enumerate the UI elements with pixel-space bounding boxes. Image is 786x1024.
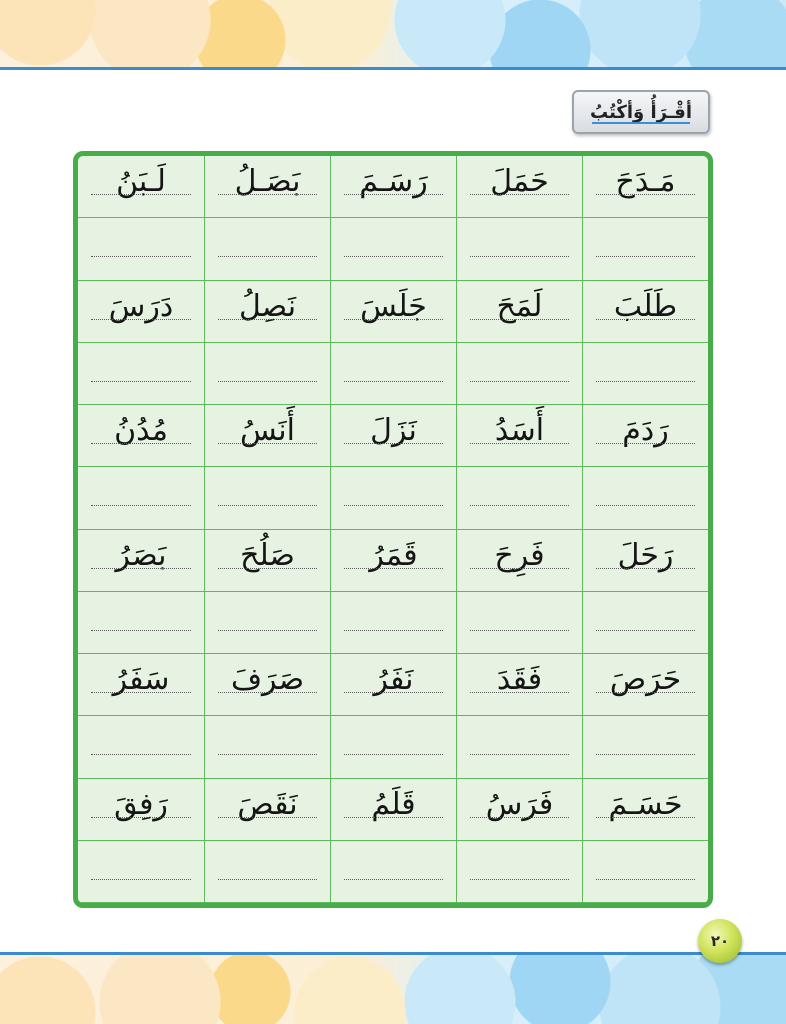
word-text: رَفِقَ <box>114 786 168 822</box>
writing-cell[interactable] <box>204 716 330 778</box>
dotted-line <box>470 194 569 195</box>
dotted-line <box>470 817 569 818</box>
word-text: قَمَرُ <box>369 537 418 573</box>
word-cell <box>330 779 456 841</box>
dotted-line <box>596 568 695 569</box>
dotted-writing-line <box>91 381 191 382</box>
writing-cell[interactable] <box>204 467 330 529</box>
dotted-writing-line <box>596 754 695 755</box>
dotted-line <box>470 692 569 693</box>
writing-cell[interactable] <box>330 218 456 280</box>
dotted-writing-line <box>596 630 695 631</box>
dotted-writing-line <box>344 879 443 880</box>
dotted-line <box>218 443 317 444</box>
dotted-line <box>218 194 317 195</box>
word-grid <box>78 156 708 903</box>
word-cell <box>330 156 456 218</box>
word-text: سَفَرُ <box>112 662 170 697</box>
word-cell <box>78 530 204 592</box>
dotted-writing-line <box>344 381 443 382</box>
dotted-writing-line <box>596 381 695 382</box>
word-text: قَلَمُ <box>371 786 416 822</box>
word-cell <box>204 405 330 467</box>
dotted-line <box>344 319 443 320</box>
word-text: صَرَفَ <box>230 662 305 697</box>
top-decorative-band <box>0 0 786 70</box>
word-cell <box>204 654 330 716</box>
word-text: فَقَدَ <box>496 662 543 697</box>
word-text: أَسَدُ <box>494 413 545 448</box>
dotted-writing-line <box>596 879 695 880</box>
dotted-writing-line <box>91 630 191 631</box>
word-text: لَـبَنُ <box>116 164 166 199</box>
dotted-writing-line <box>470 256 569 257</box>
writing-cell[interactable] <box>78 218 204 280</box>
word-cell <box>582 156 708 218</box>
word-text: حَسَـمَ <box>608 786 683 822</box>
word-text: صَلُحَ <box>240 537 295 573</box>
word-cell <box>582 654 708 716</box>
dotted-writing-line <box>470 505 569 506</box>
dotted-writing-line <box>91 505 191 506</box>
word-cell <box>582 281 708 343</box>
writing-cell[interactable] <box>456 716 582 778</box>
writing-cell[interactable] <box>78 592 204 654</box>
word-text: جَلَسَ <box>360 288 427 324</box>
dotted-writing-line <box>218 630 317 631</box>
word-cell <box>456 405 582 467</box>
dotted-line <box>91 319 191 320</box>
word-cell <box>330 654 456 716</box>
dotted-line <box>218 692 317 693</box>
word-text: فَرِحَ <box>494 537 545 573</box>
dotted-writing-line <box>596 505 695 506</box>
dotted-line <box>596 319 695 320</box>
word-cell <box>582 530 708 592</box>
word-text: نَزَلَ <box>370 413 417 448</box>
dotted-line <box>91 568 191 569</box>
dotted-writing-line <box>91 879 191 880</box>
word-cell <box>78 654 204 716</box>
writing-cell[interactable] <box>204 343 330 405</box>
dotted-writing-line <box>91 256 191 257</box>
word-text: نَقَصَ <box>237 786 298 822</box>
dotted-writing-line <box>470 381 569 382</box>
writing-cell[interactable] <box>582 467 708 529</box>
word-cell <box>204 156 330 218</box>
dotted-writing-line <box>470 754 569 755</box>
word-cell <box>456 654 582 716</box>
dotted-line <box>218 817 317 818</box>
word-cell <box>78 281 204 343</box>
worksheet-table <box>73 151 713 908</box>
dotted-line <box>344 443 443 444</box>
word-text: رَدَمَ <box>622 413 669 448</box>
dotted-line <box>344 817 443 818</box>
dotted-line <box>344 692 443 693</box>
dotted-line <box>596 692 695 693</box>
word-text: حَمَلَ <box>490 164 549 199</box>
dotted-writing-line <box>218 505 317 506</box>
word-cell <box>78 779 204 841</box>
dotted-line <box>91 194 191 195</box>
word-cell <box>582 779 708 841</box>
word-cell <box>330 405 456 467</box>
writing-cell[interactable] <box>78 343 204 405</box>
word-cell <box>204 530 330 592</box>
word-cell <box>582 405 708 467</box>
word-cell <box>456 530 582 592</box>
word-text: أَنَسُ <box>240 413 295 448</box>
writing-cell[interactable] <box>582 592 708 654</box>
word-text: رَحَلَ <box>617 537 674 573</box>
bottom-decorative-band <box>0 952 786 1024</box>
writing-cell[interactable] <box>456 218 582 280</box>
writing-cell[interactable] <box>330 841 456 903</box>
dotted-line <box>218 319 317 320</box>
dotted-writing-line <box>218 879 317 880</box>
writing-cell[interactable] <box>330 343 456 405</box>
writing-cell[interactable] <box>456 592 582 654</box>
word-text: فَرَسُ <box>485 786 554 822</box>
section-heading-label: أقْـرَأُ وَأكْتُبُ <box>572 90 710 134</box>
word-cell <box>456 779 582 841</box>
page-number-badge: ٢٠ <box>698 919 742 963</box>
dotted-writing-line <box>91 754 191 755</box>
writing-cell[interactable] <box>582 218 708 280</box>
word-cell <box>78 156 204 218</box>
writing-cell[interactable] <box>582 343 708 405</box>
dotted-line <box>91 817 191 818</box>
word-text: بَصَرُ <box>115 537 167 573</box>
dotted-line <box>596 443 695 444</box>
writing-cell[interactable] <box>456 841 582 903</box>
dotted-writing-line <box>344 754 443 755</box>
word-cell <box>456 156 582 218</box>
word-cell <box>204 779 330 841</box>
writing-cell[interactable] <box>330 592 456 654</box>
word-text: نَفَرُ <box>373 662 414 697</box>
word-text: نَصِلُ <box>238 288 297 324</box>
dotted-writing-line <box>470 879 569 880</box>
word-text: دَرَسَ <box>108 288 174 324</box>
word-text: بَصَـلُ <box>234 164 301 199</box>
word-text: حَرَصَ <box>609 662 682 697</box>
dotted-writing-line <box>218 381 317 382</box>
dotted-line <box>344 194 443 195</box>
writing-cell[interactable] <box>330 716 456 778</box>
dotted-writing-line <box>344 630 443 631</box>
dotted-line <box>470 568 569 569</box>
writing-cell[interactable] <box>582 716 708 778</box>
dotted-writing-line <box>344 256 443 257</box>
word-text: لَمَحَ <box>496 288 543 324</box>
writing-cell[interactable] <box>330 467 456 529</box>
writing-cell[interactable] <box>78 467 204 529</box>
dotted-line <box>596 194 695 195</box>
writing-cell[interactable] <box>204 841 330 903</box>
dotted-line <box>344 568 443 569</box>
word-text: مُدُنُ <box>114 413 168 448</box>
writing-cell[interactable] <box>204 592 330 654</box>
dotted-line <box>91 443 191 444</box>
dotted-line <box>470 319 569 320</box>
writing-cell[interactable] <box>204 218 330 280</box>
word-cell <box>330 530 456 592</box>
dotted-writing-line <box>218 256 317 257</box>
dotted-writing-line <box>344 505 443 506</box>
dotted-writing-line <box>596 256 695 257</box>
writing-cell[interactable] <box>78 716 204 778</box>
word-text: رَسَـمَ <box>359 164 428 199</box>
dotted-line <box>596 817 695 818</box>
dotted-line <box>470 443 569 444</box>
dotted-writing-line <box>470 630 569 631</box>
word-text: مَـدَحَ <box>615 164 676 199</box>
word-cell <box>456 281 582 343</box>
word-cell <box>330 281 456 343</box>
writing-cell[interactable] <box>78 841 204 903</box>
dotted-writing-line <box>218 754 317 755</box>
word-cell <box>78 405 204 467</box>
writing-cell[interactable] <box>456 467 582 529</box>
writing-cell[interactable] <box>456 343 582 405</box>
writing-cell[interactable] <box>582 841 708 903</box>
word-text: طَلَبَ <box>613 288 678 324</box>
word-cell <box>204 281 330 343</box>
dotted-line <box>91 692 191 693</box>
dotted-line <box>218 568 317 569</box>
